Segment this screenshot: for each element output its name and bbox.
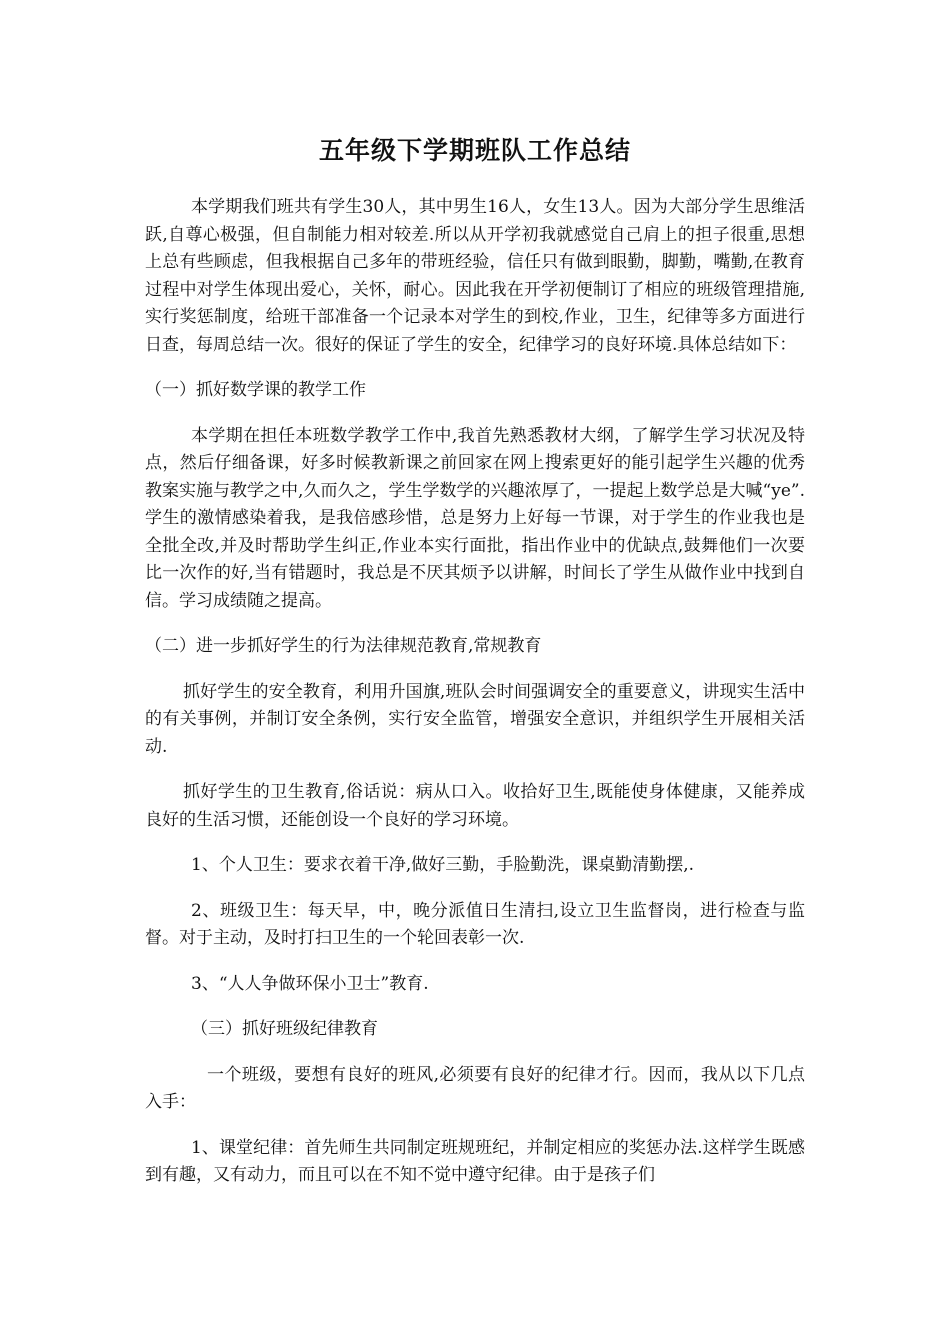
document-page xyxy=(145,130,805,1208)
section2-item-2: 2、班级卫生：每天早，中，晚分派值日生清扫,设立卫生监督岗，进行检查与监督。对于主动，及时打扫卫生的一个轮回表彰一次. xyxy=(145,900,805,948)
section2-item-1: 1、个人卫生：要求衣着干净,做好三勤，手脸勤洗，课桌勤清勤摆,. xyxy=(191,855,695,875)
section3-paragraph: 一个班级，要想有良好的班风,必须要有良好的纪律才行。因而，我从以下几点入手： xyxy=(145,1064,805,1112)
section2-safety-paragraph: 抓好学生的安全教育，利用升国旗,班队会时间强调安全的重要意义，讲现实生活中的有关事例，并制订安全条例，实行安全监管，增强安全意识，并组织学生开展相关活动. xyxy=(145,681,805,757)
section1-heading: （一）抓好数学课的教学工作 xyxy=(145,380,366,400)
section2-item-3: 3、“人人争做环保小卫士”教育. xyxy=(191,973,429,994)
document-title: 五年级下学期班队工作总结 xyxy=(318,136,631,165)
section3-item-1: 1、课堂纪律：首先师生共同制定班规班纪，并制定相应的奖惩办法.这样学生既感到有趣，又有动力，而且可以在不知不觉中遵守纪律。由于是孩子们 xyxy=(145,1137,805,1185)
section1-paragraph: 本学期在担任本班数学教学工作中,我首先熟悉教材大纲，了解学生学习状况及特点，然后仔细备课，好多时候教新课之前回家在网上搜索更好的能引起学生兴趣的优秀教案实施与教学之中,久而久之，学生学数学的兴趣浓厚了，一提起上数学总是大喊“ye”.学生的激情感染着我，是我倍感珍惜，总是努力上好每一节课，对于学生的作业我也是全批全改,并及时帮助学生纠正,作业本实行面批，指出作业中的优缺点,鼓舞他们一次要比一次作的好,当有错题时，我总是不厌其烦予以讲解，时间长了学生从做作业中找到自信。学习成绩随之提高。 xyxy=(145,425,805,611)
intro-paragraph: 本学期我们班共有学生30人，其中男生16人，女生13人。因为大部分学生思维活跃,自尊心极强，但自制能力相对较差.所以从开学初我就感觉自己肩上的担子很重,思想上总有些顾虑，但我根据自己多年的带班经验，信任只有做到眼勤，脚勤，嘴勤,在教育过程中对学生体现出爱心，关怀，耐心。因此我在开学初便制订了相应的班级管理措施,实行奖惩制度，给班干部准备一个记录本对学生的到校,作业，卫生，纪律等多方面进行日查，每周总结一次。很好的保证了学生的安全，纪律学习的良好环境.具体总结如下： xyxy=(145,197,805,355)
section3-heading: （三）抓好班级纪律教育 xyxy=(191,1019,378,1039)
section2-heading: （二）进一步抓好学生的行为法律规范教育,常规教育 xyxy=(145,636,542,656)
section2-hygiene-paragraph: 抓好学生的卫生教育,俗话说：病从口入。收拾好卫生,既能使身体健康，又能养成良好的生活习惯，还能创设一个良好的学习环境。 xyxy=(145,782,805,830)
